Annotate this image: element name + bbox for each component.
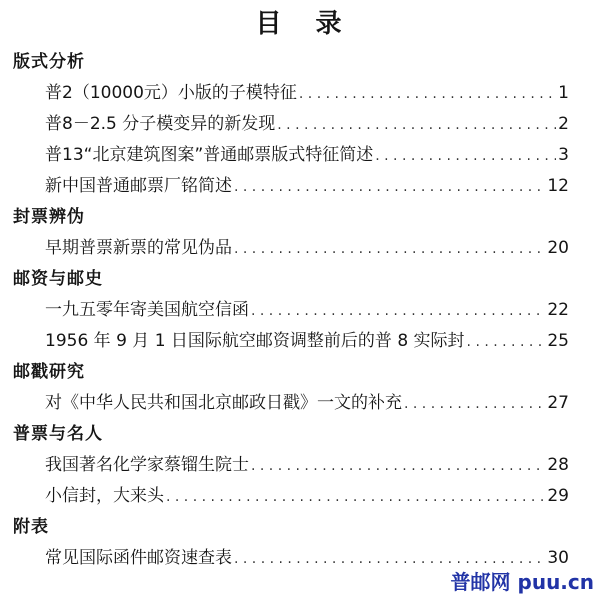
toc-entry [0,233,601,264]
toc-entry [0,295,601,326]
dot-leader [404,389,545,420]
table-of-contents [0,47,601,574]
entry-title: 普13“北京建筑图案”普通邮票版式特征简述 [45,145,374,165]
entry-title: 普2（10000元）小版的子模特征 [45,83,297,103]
page-number: 25 [547,331,569,351]
page-number: 29 [547,486,569,506]
entry-title: 1956 年 9 月 1 日国际航空邮资调整前后的普 8 实际封 [45,331,465,351]
section-header: 邮戳研究 [13,362,85,382]
toc-entry [0,450,601,481]
dot-leader [251,296,545,327]
toc-entry [0,326,601,357]
toc-entry [0,171,601,202]
toc-entry [0,388,601,419]
section-header: 普票与名人 [13,424,103,444]
dot-leader [251,451,545,482]
entry-title: 早期普票新票的常见伪品 [45,238,232,258]
site-watermark: 普邮网 puu.cn [450,570,594,594]
section-header: 版式分析 [13,52,85,72]
dot-leader [234,234,545,265]
dot-leader [467,327,546,358]
dot-leader [299,79,556,110]
page-title: 目 录 [255,9,346,39]
page-number: 2 [558,114,569,134]
page-number: 22 [547,300,569,320]
entry-title: 常见国际函件邮资速查表 [45,548,232,568]
toc-entry [0,481,601,512]
page-number: 20 [547,238,569,258]
toc-entry [0,140,601,171]
section-header: 邮资与邮史 [13,269,103,289]
page-number: 3 [558,145,569,165]
entry-title: 普8－2.5 分子模变异的新发现 [45,114,276,134]
section-header: 封票辨伪 [13,207,85,227]
toc-entry [0,109,601,140]
entry-title: 对《中华人民共和国北京邮政日戳》一文的补充 [45,393,402,413]
dot-leader [234,172,545,203]
entry-title: 一九五零年寄美国航空信函 [45,300,249,320]
page-number: 12 [547,176,569,196]
dot-leader [375,141,556,172]
entry-title: 新中国普通邮票厂铭简述 [45,176,232,196]
dot-leader [166,482,545,513]
page-number: 27 [547,393,569,413]
dot-leader [277,110,556,141]
section-header: 附表 [13,517,49,537]
entry-title: 小信封，大来头 [45,486,164,506]
page-number: 1 [558,83,569,103]
page-number: 30 [547,548,569,568]
entry-title: 我国著名化学家蔡镏生院士 [45,455,249,475]
page-number: 28 [547,455,569,475]
toc-entry [0,78,601,109]
